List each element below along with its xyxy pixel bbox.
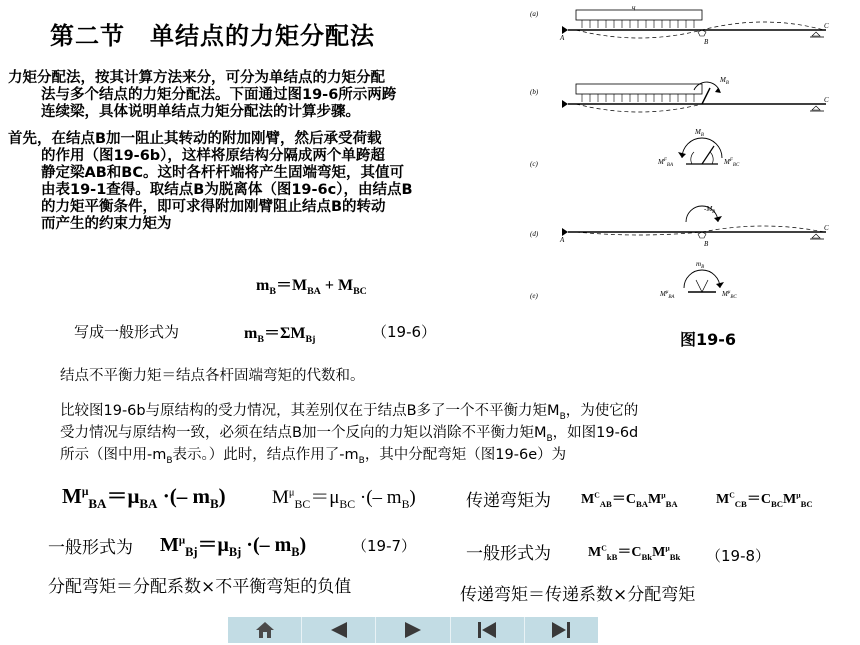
first-line-1: 首先，在结点B加一阻止其转动的附加刚臂，然后承受荷载 xyxy=(8,131,382,147)
fig-mb-label: $M_B$ xyxy=(720,76,729,86)
compare-line-2: 受力情况与原结构一致，必须在结点B加一个反向的力矩以消除不平衡力矩$M_B$，如图19-6d xyxy=(60,425,639,444)
intro-line-2: 法与多个结点的力矩分配法。下面通过图19-6所示两跨 xyxy=(41,87,397,103)
fig-mb-c-label: $M_B$ xyxy=(695,128,704,138)
fig-label-c: (c) xyxy=(530,160,538,168)
fig-a-label-d: A xyxy=(560,236,565,244)
equation-19-6: $m_B=\Sigma M_{Bj}$ xyxy=(244,325,316,346)
figure-caption: 图19-6 xyxy=(680,330,737,349)
last-slide-button[interactable] xyxy=(525,617,598,643)
formula-dist-bc: $M^\mu_{BC}=\mu_{BC}$ ·(– $m_B$) xyxy=(272,487,416,511)
fig-neg-mb-label: $-M_B$ xyxy=(704,205,716,215)
prev-icon xyxy=(327,620,351,640)
home-button[interactable] xyxy=(228,617,302,643)
general-form-label-3: 一般形式为 xyxy=(466,544,551,564)
page-title: 第二节 单结点的力矩分配法 xyxy=(50,22,375,50)
formula-dist-bj: $M^\mu_{Bj}=\mu_{Bj}$ ·(– $m_B$) xyxy=(160,534,307,559)
fig-label-a: (a) xyxy=(530,10,539,18)
first-icon xyxy=(475,620,499,640)
fig-q-label: q xyxy=(632,6,636,11)
beam-a xyxy=(559,6,829,46)
unbalanced-definition: 结点不平衡力矩＝结点各杆固端弯矩的代数和。 xyxy=(60,368,365,384)
first-slide-button[interactable] xyxy=(451,617,525,643)
fig-label-b: (b) xyxy=(530,88,539,96)
equation-number-19-6: （19-6） xyxy=(372,323,437,341)
fig-b-label: B xyxy=(704,38,709,46)
equation-number-19-8: （19-8） xyxy=(706,547,771,565)
intro-line-1: 力矩分配法，按其计算方法来分，可分为单结点的力矩分配 xyxy=(8,70,385,86)
rule-carry-over: 传递弯矩＝传递系数×分配弯矩 xyxy=(460,585,696,605)
intro-line-3: 连续梁，具体说明单结点力矩分配法的计算步骤。 xyxy=(41,104,360,120)
fig-mb-e-label: $m_B$ xyxy=(696,260,705,270)
formula-carry-ab: $M^C_{AB}=C_{BA}M^\mu_{BA}$ xyxy=(581,490,678,509)
formula-carry-cb: $M^C_{CB}=C_{BC}M^\mu_{BC}$ xyxy=(716,490,813,509)
compare-line-1: 比较图19-6b与原结构的受力情况，其差别仅在于结点B多了一个不平衡力矩$M_B$，为使它的 xyxy=(60,403,639,422)
formula-carry-kb: $M^C_{kB}=C_{Bk}M^\mu_{Bk}$ xyxy=(588,543,681,562)
figure-19-6 xyxy=(524,6,854,306)
first-line-6: 而产生的约束力矩为 xyxy=(41,216,172,232)
compare-line-3: 所示（图中用$-m_B$表示。）此时，结点作用了$-m_B$，其中分配弯矩（图19-6e）为 xyxy=(60,447,567,466)
last-icon xyxy=(549,620,573,640)
intro-paragraph xyxy=(8,70,513,121)
fig-label-e: (e) xyxy=(530,292,538,300)
fig-mfba-label: $M^F_{BA}$ xyxy=(658,158,674,168)
first-line-5: 的力矩平衡条件，即可求得附加刚臂阻止结点B的转动 xyxy=(41,199,386,215)
prev-slide-button[interactable] xyxy=(302,617,376,643)
fig-mubc-label: $M^\mu_{BC}$ xyxy=(722,290,737,300)
fig-label-d: (d) xyxy=(530,230,539,238)
next-icon xyxy=(401,620,425,640)
fig-c-label: C xyxy=(824,22,829,30)
fig-c-label-b: C xyxy=(824,96,829,104)
rule-distribution: 分配弯矩＝分配系数×不平衡弯矩的负值 xyxy=(48,577,352,597)
fig-mfbc-label: $M^F_{BC}$ xyxy=(724,158,740,168)
carry-over-label: 传递弯矩为 xyxy=(466,491,551,511)
general-form-label-2: 一般形式为 xyxy=(48,538,133,558)
beam-d xyxy=(559,205,829,248)
equation-mb: $m_B=M_{BA} + M_{BC}$ xyxy=(256,277,367,298)
equation-number-19-7: （19-7） xyxy=(352,537,417,555)
fig-c-label-d: C xyxy=(824,224,829,232)
beam-b xyxy=(562,76,829,112)
joint-e xyxy=(659,260,737,300)
fig-b-label-d: B xyxy=(704,240,709,248)
general-form-label: 写成一般形式为 xyxy=(74,323,180,341)
home-icon xyxy=(254,620,276,640)
next-slide-button[interactable] xyxy=(376,617,450,643)
slide-navigation-bar xyxy=(228,617,598,643)
fig-a-label: A xyxy=(560,34,565,42)
first-line-3: 静定梁AB和BC。这时各杆杆端将产生固端弯矩，其值可 xyxy=(41,165,404,181)
first-step-paragraph xyxy=(8,131,513,233)
joint-c xyxy=(657,128,740,168)
first-line-2: 的作用（图19-6b），这样将原结构分隔成两个单跨超 xyxy=(41,148,385,164)
first-line-4: 由表19-1查得。取结点B为脱离体（图19-6c），由结点B xyxy=(41,182,413,198)
fig-muba-label: $M^\mu_{BA}$ xyxy=(660,290,675,300)
formula-dist-ba: $M^\mu_{BA}=\mu_{BA}$ ·(– $m_B$) xyxy=(62,484,226,512)
